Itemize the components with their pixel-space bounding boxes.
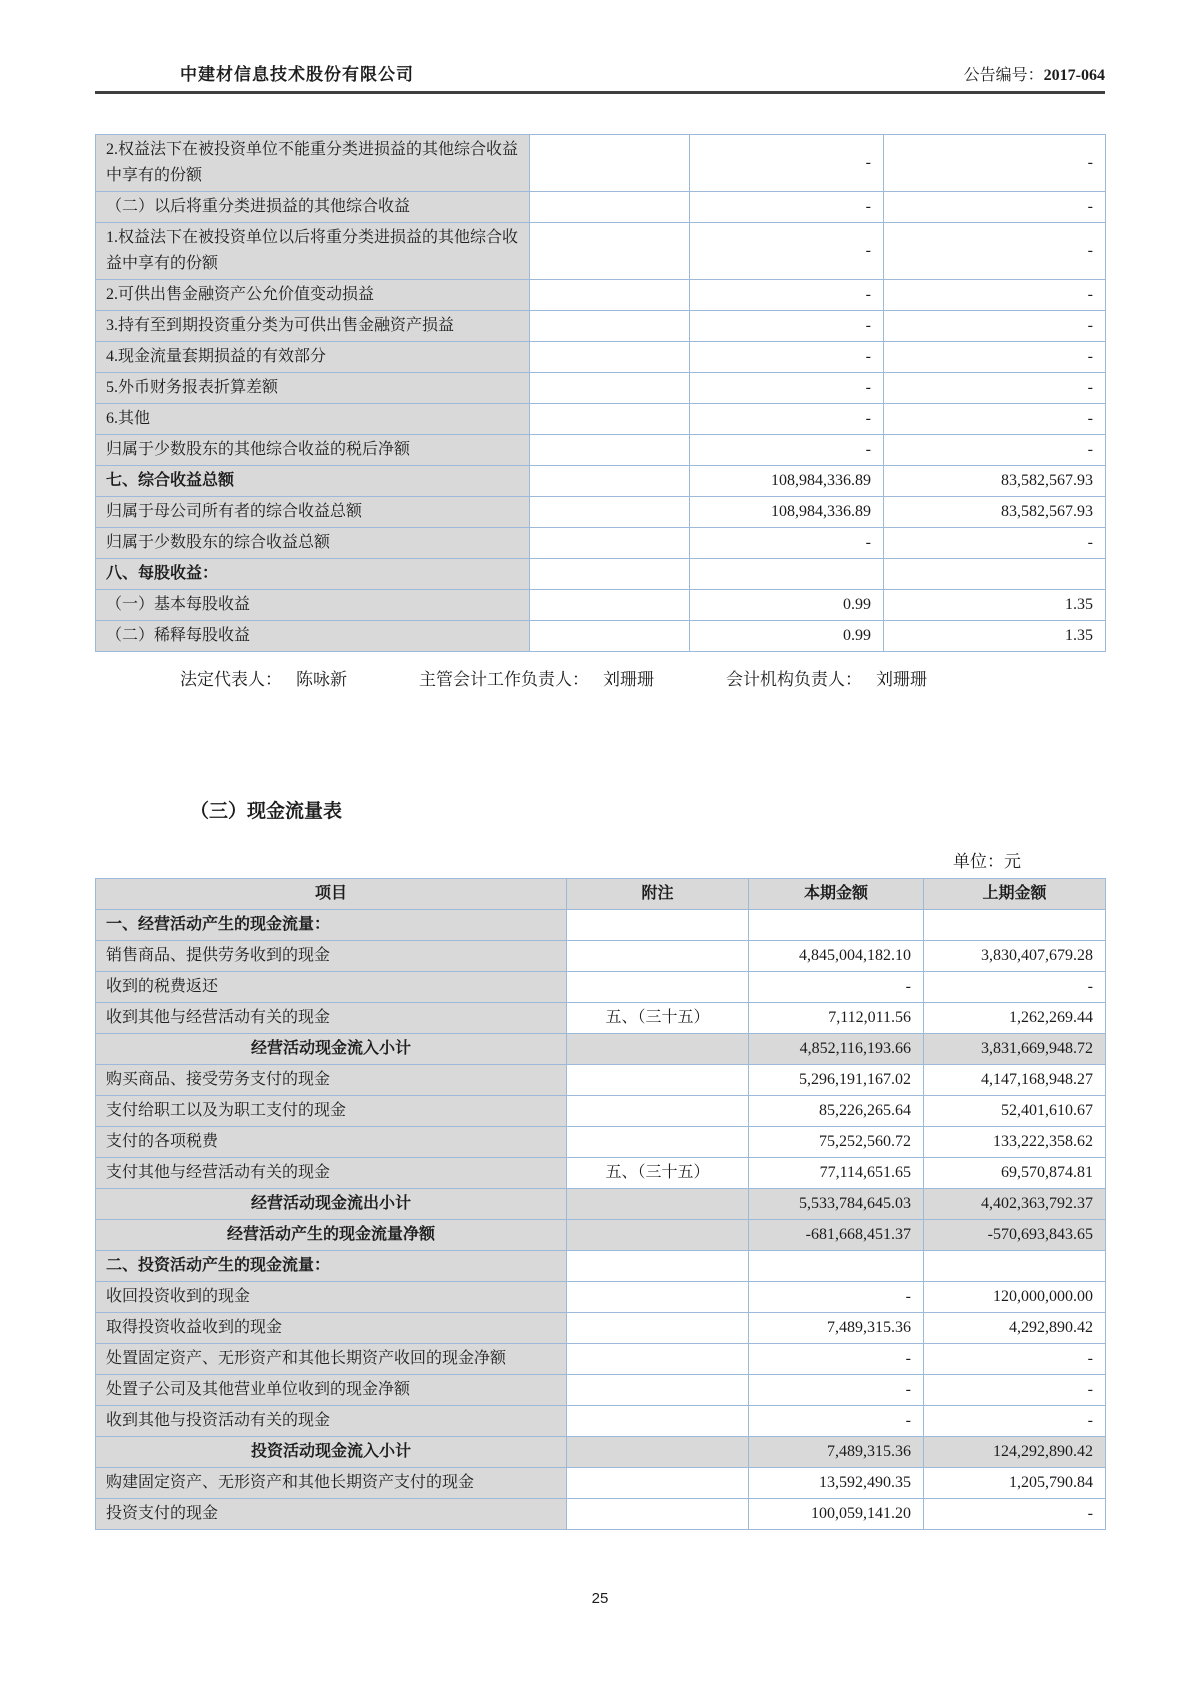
table-row (96, 466, 1106, 497)
cell-blank (530, 497, 690, 528)
cell-note (567, 1096, 749, 1127)
cell-prior-amount: 1.35 (884, 590, 1106, 621)
table-row (96, 1096, 1106, 1127)
cell-current-amount: - (749, 1406, 924, 1437)
cell-prior-amount (924, 910, 1106, 941)
cell-current-amount: 7,489,315.36 (749, 1437, 924, 1468)
signature-line (180, 665, 1105, 690)
table-row (96, 1406, 1106, 1437)
cell-current-amount: - (690, 280, 884, 311)
cell-prior-amount: 1,205,790.84 (924, 1468, 1106, 1499)
table-row (96, 910, 1106, 941)
cell-item-label: 八、每股收益： (96, 559, 530, 590)
chief-accountant-name: 刘珊珊 (603, 670, 654, 689)
cell-current-amount: 7,112,011.56 (749, 1003, 924, 1034)
cell-note: 五、（三十五） (567, 1158, 749, 1189)
cell-note (567, 1468, 749, 1499)
cell-item-label: 6.其他 (96, 404, 530, 435)
accounting-dept-label: 会计机构负责人： (726, 670, 862, 689)
table-row (96, 1282, 1106, 1313)
cell-current-amount: - (690, 404, 884, 435)
cell-note (567, 1127, 749, 1158)
cell-note: 五、（三十五） (567, 1003, 749, 1034)
cell-prior-amount: 4,147,168,948.27 (924, 1065, 1106, 1096)
cell-current-amount: -681,668,451.37 (749, 1220, 924, 1251)
cell-blank (530, 621, 690, 652)
cell-note (567, 1406, 749, 1437)
cell-item-label: 收回投资收到的现金 (96, 1282, 567, 1313)
cell-item-label: 投资活动现金流入小计 (96, 1437, 567, 1468)
cell-item-label: 经营活动产生的现金流量净额 (96, 1220, 567, 1251)
table-row (96, 280, 1106, 311)
table-row (96, 192, 1106, 223)
cell-current-amount: - (690, 135, 884, 192)
cell-item-label: （二）以后将重分类进损益的其他综合收益 (96, 192, 530, 223)
cell-item-label: 5.外币财务报表折算差额 (96, 373, 530, 404)
cell-note (567, 910, 749, 941)
income-table-body (96, 135, 1106, 652)
table-row (96, 1127, 1106, 1158)
cell-current-amount: 77,114,651.65 (749, 1158, 924, 1189)
cell-blank (530, 528, 690, 559)
table-row (96, 435, 1106, 466)
cell-item-label: 处置子公司及其他营业单位收到的现金净额 (96, 1375, 567, 1406)
table-row (96, 1034, 1106, 1065)
cell-item-label: 购建固定资产、无形资产和其他长期资产支付的现金 (96, 1468, 567, 1499)
cell-prior-amount: - (924, 1344, 1106, 1375)
document-header (95, 0, 1105, 94)
cell-note (567, 972, 749, 1003)
cell-prior-amount (884, 559, 1106, 590)
cell-blank (530, 342, 690, 373)
cell-current-amount: 5,296,191,167.02 (749, 1065, 924, 1096)
cell-current-amount: 75,252,560.72 (749, 1127, 924, 1158)
income-table (95, 134, 1106, 652)
cell-blank (530, 559, 690, 590)
cell-prior-amount: - (884, 528, 1106, 559)
cell-item-label: 经营活动现金流入小计 (96, 1034, 567, 1065)
cell-prior-amount: 124,292,890.42 (924, 1437, 1106, 1468)
cell-item-label: 收到的税费返还 (96, 972, 567, 1003)
cell-note (567, 1251, 749, 1282)
cell-note (567, 1344, 749, 1375)
cell-item-label: 收到其他与投资活动有关的现金 (96, 1406, 567, 1437)
chief-accountant-label: 主管会计工作负责人： (419, 670, 589, 689)
cell-current-amount (749, 910, 924, 941)
cell-current-amount: - (690, 223, 884, 280)
cell-item-label: 七、综合收益总额 (96, 466, 530, 497)
cell-prior-amount: - (884, 280, 1106, 311)
cell-current-amount: - (749, 1282, 924, 1313)
legal-rep-label: 法定代表人： (180, 670, 282, 689)
table-row (96, 1189, 1106, 1220)
cell-item-label: 支付其他与经营活动有关的现金 (96, 1158, 567, 1189)
table-row (96, 528, 1106, 559)
announcement-label: 公告编号： (963, 67, 1044, 84)
cell-prior-amount: - (884, 404, 1106, 435)
col-header-current: 本期金额 (749, 879, 924, 910)
cell-prior-amount: 83,582,567.93 (884, 466, 1106, 497)
cell-prior-amount: - (884, 223, 1106, 280)
cell-note (567, 1313, 749, 1344)
cell-current-amount: 100,059,141.20 (749, 1499, 924, 1530)
table-row (96, 497, 1106, 528)
cell-current-amount: - (749, 1375, 924, 1406)
company-name: 中建材信息技术股份有限公司 (180, 65, 414, 84)
cell-item-label: 销售商品、提供劳务收到的现金 (96, 941, 567, 972)
cell-blank (530, 466, 690, 497)
cell-item-label: 取得投资收益收到的现金 (96, 1313, 567, 1344)
cell-prior-amount: 4,402,363,792.37 (924, 1189, 1106, 1220)
section-title-cashflow: （三）现金流量表 (190, 801, 343, 822)
table-row (96, 559, 1106, 590)
cell-note (567, 1065, 749, 1096)
table-row (96, 404, 1106, 435)
table-row (96, 941, 1106, 972)
table-row (96, 311, 1106, 342)
cell-blank (530, 280, 690, 311)
cell-blank (530, 404, 690, 435)
table-row (96, 1437, 1106, 1468)
table-row (96, 1375, 1106, 1406)
cell-prior-amount: - (884, 192, 1106, 223)
cell-item-label: 购买商品、接受劳务支付的现金 (96, 1065, 567, 1096)
cell-current-amount: - (690, 311, 884, 342)
cell-current-amount: - (749, 972, 924, 1003)
cell-prior-amount: 133,222,358.62 (924, 1127, 1106, 1158)
table-row (96, 373, 1106, 404)
table-row (96, 1220, 1106, 1251)
header-row (96, 879, 1106, 910)
cell-item-label: （二）稀释每股收益 (96, 621, 530, 652)
cell-prior-amount: 52,401,610.67 (924, 1096, 1106, 1127)
cell-prior-amount: 83,582,567.93 (884, 497, 1106, 528)
cell-prior-amount: - (884, 435, 1106, 466)
accounting-dept-name: 刘珊珊 (876, 670, 927, 689)
cell-note (567, 1034, 749, 1065)
cell-blank (530, 590, 690, 621)
cell-blank (530, 135, 690, 192)
cell-prior-amount: - (884, 342, 1106, 373)
cell-note (567, 1220, 749, 1251)
cell-current-amount: - (690, 528, 884, 559)
cell-item-label: 2.可供出售金融资产公允价值变动损益 (96, 280, 530, 311)
cell-item-label: 归属于少数股东的综合收益总额 (96, 528, 530, 559)
cell-note (567, 1375, 749, 1406)
cell-note (567, 1499, 749, 1530)
table-row (96, 1499, 1106, 1530)
cell-item-label: 二、投资活动产生的现金流量： (96, 1251, 567, 1282)
table-row (96, 1251, 1106, 1282)
cell-current-amount: - (690, 342, 884, 373)
table-row (96, 1158, 1106, 1189)
col-header-prior: 上期金额 (924, 879, 1106, 910)
cashflow-table (95, 878, 1106, 1530)
cell-current-amount: - (690, 192, 884, 223)
cell-current-amount (749, 1251, 924, 1282)
cell-item-label: 归属于母公司所有者的综合收益总额 (96, 497, 530, 528)
legal-rep-name: 陈咏新 (296, 670, 347, 689)
cell-prior-amount: -570,693,843.65 (924, 1220, 1106, 1251)
cell-current-amount: 13,592,490.35 (749, 1468, 924, 1499)
table-row (96, 1468, 1106, 1499)
cell-item-label: 3.持有至到期投资重分类为可供出售金融资产损益 (96, 311, 530, 342)
cell-prior-amount (924, 1251, 1106, 1282)
cell-prior-amount: 69,570,874.81 (924, 1158, 1106, 1189)
cell-prior-amount: - (924, 1406, 1106, 1437)
cell-current-amount: - (690, 435, 884, 466)
cell-item-label: 2.权益法下在被投资单位不能重分类进损益的其他综合收益中享有的份额 (96, 135, 530, 192)
cell-prior-amount: - (884, 135, 1106, 192)
cell-prior-amount: - (884, 373, 1106, 404)
cell-item-label: 处置固定资产、无形资产和其他长期资产收回的现金净额 (96, 1344, 567, 1375)
cell-prior-amount: 4,292,890.42 (924, 1313, 1106, 1344)
cashflow-table-header (96, 879, 1106, 910)
col-header-note: 附注 (567, 879, 749, 910)
announcement-number (964, 62, 1105, 85)
unit-label: 单位：元 (953, 852, 1021, 871)
cell-prior-amount: - (884, 311, 1106, 342)
cell-blank (530, 192, 690, 223)
table-row (96, 342, 1106, 373)
cell-item-label: 投资支付的现金 (96, 1499, 567, 1530)
cell-note (567, 1189, 749, 1220)
cell-item-label: 归属于少数股东的其他综合收益的税后净额 (96, 435, 530, 466)
cell-current-amount: 108,984,336.89 (690, 497, 884, 528)
table-row (96, 972, 1106, 1003)
cell-note (567, 1282, 749, 1313)
table-row (96, 1344, 1106, 1375)
cell-blank (530, 373, 690, 404)
cell-item-label: 支付给职工以及为职工支付的现金 (96, 1096, 567, 1127)
cell-current-amount: 0.99 (690, 621, 884, 652)
cell-item-label: 经营活动现金流出小计 (96, 1189, 567, 1220)
page-number: 25 (591, 1590, 609, 1607)
cell-current-amount: 4,845,004,182.10 (749, 941, 924, 972)
table-row (96, 621, 1106, 652)
cell-prior-amount: - (924, 1499, 1106, 1530)
cell-prior-amount: - (924, 972, 1106, 1003)
cell-item-label: 1.权益法下在被投资单位以后将重分类进损益的其他综合收益中享有的份额 (96, 223, 530, 280)
cell-item-label: 支付的各项税费 (96, 1127, 567, 1158)
cell-blank (530, 223, 690, 280)
col-header-item: 项目 (96, 879, 567, 910)
table-row (96, 1313, 1106, 1344)
cell-item-label: 一、经营活动产生的现金流量： (96, 910, 567, 941)
table-row (96, 135, 1106, 192)
cell-current-amount: 85,226,265.64 (749, 1096, 924, 1127)
cell-prior-amount: 3,830,407,679.28 (924, 941, 1106, 972)
cell-prior-amount: 120,000,000.00 (924, 1282, 1106, 1313)
table-row (96, 590, 1106, 621)
table-row (96, 1065, 1106, 1096)
cell-current-amount: - (690, 373, 884, 404)
cell-prior-amount: 3,831,669,948.72 (924, 1034, 1106, 1065)
cell-current-amount: 4,852,116,193.66 (749, 1034, 924, 1065)
cell-current-amount: 0.99 (690, 590, 884, 621)
announcement-value: 2017-064 (1043, 67, 1105, 84)
table-row (96, 223, 1106, 280)
cell-prior-amount: 1.35 (884, 621, 1106, 652)
cell-current-amount: 5,533,784,645.03 (749, 1189, 924, 1220)
cell-prior-amount: - (924, 1375, 1106, 1406)
cashflow-table-body (96, 910, 1106, 1530)
cell-note (567, 941, 749, 972)
cell-blank (530, 311, 690, 342)
cell-current-amount (690, 559, 884, 590)
table-row (96, 1003, 1106, 1034)
cell-current-amount: 108,984,336.89 (690, 466, 884, 497)
cell-current-amount: - (749, 1344, 924, 1375)
cell-prior-amount: 1,262,269.44 (924, 1003, 1106, 1034)
cell-item-label: 收到其他与经营活动有关的现金 (96, 1003, 567, 1034)
cell-note (567, 1437, 749, 1468)
cell-item-label: 4.现金流量套期损益的有效部分 (96, 342, 530, 373)
cell-blank (530, 435, 690, 466)
cell-item-label: （一）基本每股收益 (96, 590, 530, 621)
page-content (95, 0, 1105, 1607)
cell-current-amount: 7,489,315.36 (749, 1313, 924, 1344)
